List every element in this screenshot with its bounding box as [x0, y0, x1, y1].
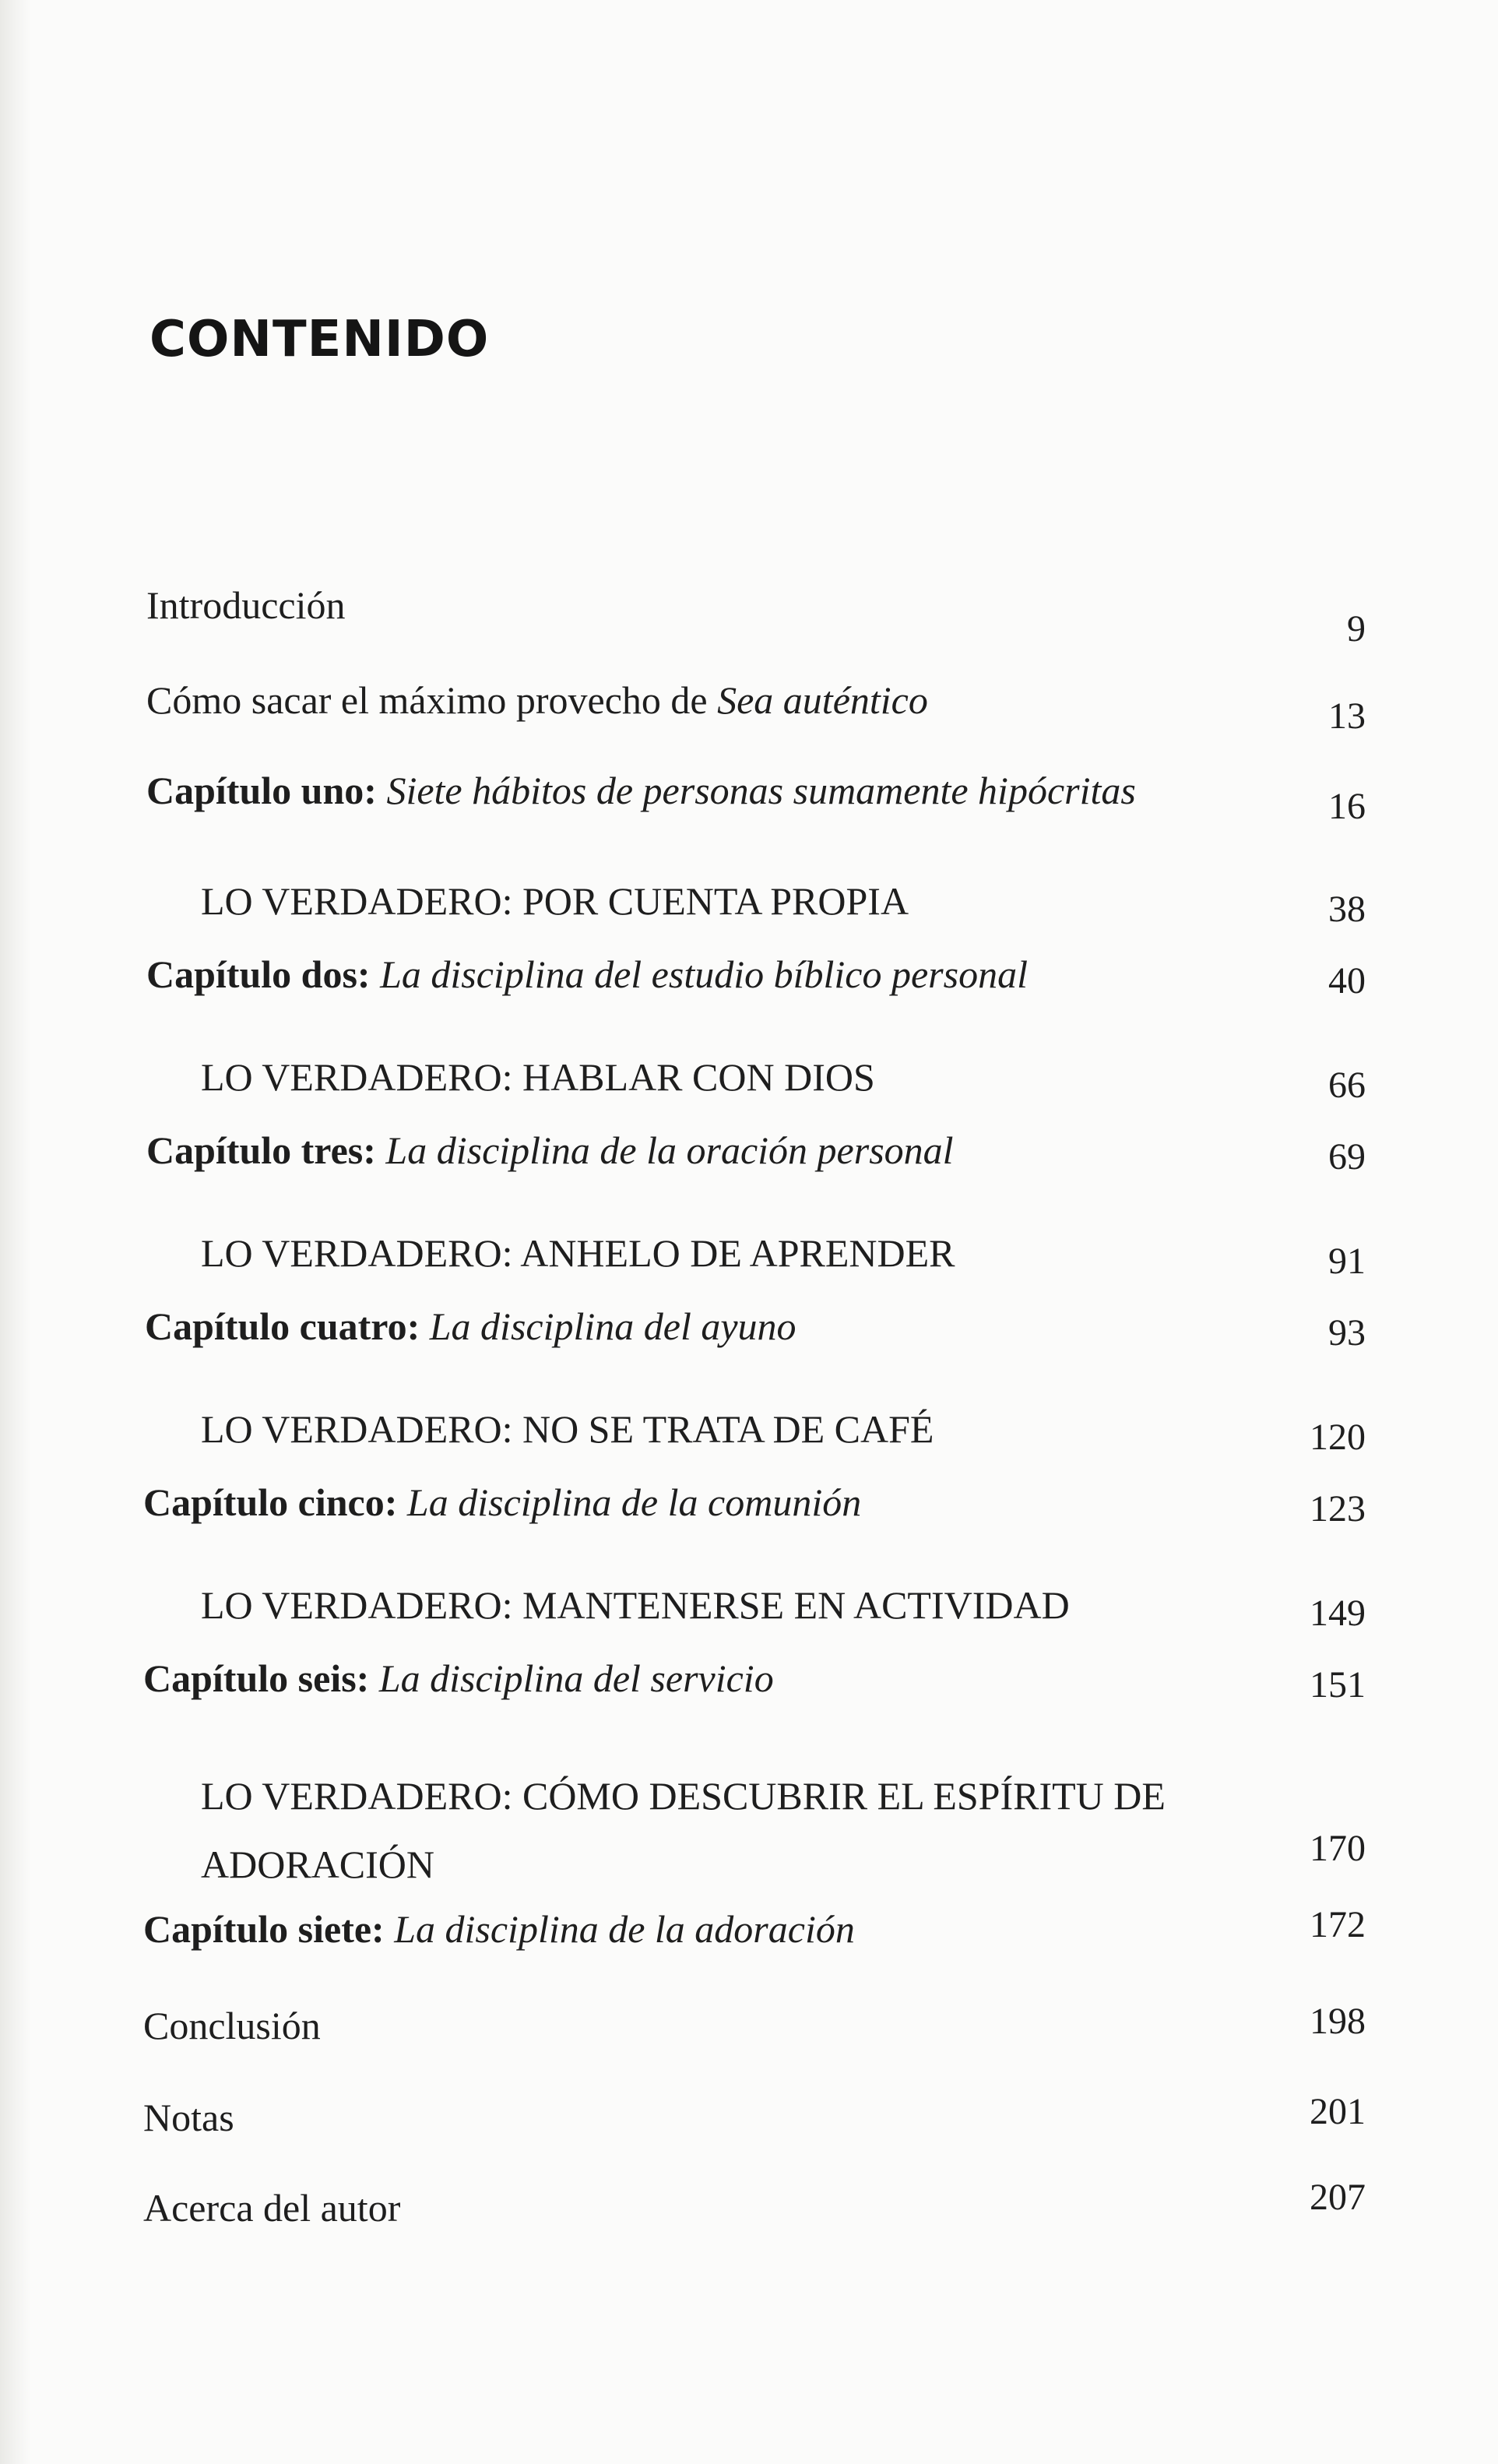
chapter-label: Capítulo uno:: [146, 769, 377, 812]
toc-entry-text: LO VERDADERO: NO SE TRATA DE CAFÉ: [201, 1407, 934, 1451]
toc-entry-how-to-use[interactable]: [0, 678, 1498, 779]
chapter-label: Capítulo cinco:: [143, 1480, 398, 1524]
toc-entry-title: [143, 1906, 855, 1952]
toc-entry-text: Notas: [143, 2096, 234, 2139]
toc-entry-introduction[interactable]: [0, 583, 1498, 684]
toc-entry-title: [145, 1304, 796, 1350]
chapter-label: Capítulo siete:: [143, 1907, 385, 1951]
toc-entry-title: [143, 1480, 861, 1526]
chapter-label: Capítulo cuatro:: [145, 1304, 420, 1348]
toc-entry-chapter-one[interactable]: [0, 768, 1498, 869]
toc-entry-page: 198: [1310, 2001, 1366, 2042]
toc-entry-page: 149: [1310, 1593, 1366, 1634]
toc-entry-page: 93: [1328, 1312, 1366, 1353]
toc-entry-title: [146, 768, 1136, 814]
chapter-label: Capítulo tres:: [146, 1128, 376, 1172]
toc-entry-about-author[interactable]: [0, 2177, 1498, 2286]
chapter-subtitle: Siete hábitos de personas sumamente hipócritas: [386, 769, 1136, 812]
toc-entry-text: Cómo sacar el máximo provecho de: [146, 678, 718, 722]
toc-entry-title: [143, 2095, 234, 2141]
chapter-subtitle: La disciplina de la adoración: [394, 1907, 855, 1951]
chapter-label: Capítulo dos:: [146, 952, 371, 996]
toc-entry-page: 172: [1310, 1904, 1366, 1945]
chapter-label: Capítulo seis:: [143, 1656, 370, 1700]
toc-entry-chapter-five[interactable]: [0, 1480, 1498, 1581]
toc-entry-text: Introducción: [146, 583, 346, 627]
toc-entry-title: [143, 2003, 321, 2049]
toc-entry-chapter-seven[interactable]: [0, 1906, 1498, 2008]
toc-entry-title: [146, 678, 928, 723]
toc-entry-page: 40: [1328, 960, 1366, 1001]
toc-entry-title: [146, 583, 345, 628]
toc-entry-title: [201, 878, 909, 924]
toc-entry-text: LO VERDADERO: HABLAR CON DIOS: [201, 1055, 875, 1099]
toc-entry-chapter-six[interactable]: [0, 1656, 1498, 1757]
toc-entry-title: [201, 1762, 1236, 1899]
toc-entry-text: LO VERDADERO: ANHELO DE APRENDER: [201, 1231, 955, 1275]
book-title-italic: Sea auténtico: [717, 678, 928, 722]
toc-entry-page: 120: [1310, 1417, 1366, 1458]
toc-entry-title: [201, 1054, 875, 1100]
toc-entry-title: [143, 1656, 774, 1702]
toc-entry-page: 151: [1310, 1664, 1366, 1705]
chapter-subtitle: La disciplina de la comunión: [406, 1480, 862, 1524]
contents-heading: CONTENIDO: [149, 311, 490, 368]
toc-entry-title: [201, 1406, 934, 1452]
chapter-subtitle: La disciplina de la oración personal: [385, 1128, 954, 1172]
toc-entry-page: 9: [1347, 608, 1366, 649]
chapter-subtitle: La disciplina del estudio bíblico personal: [380, 952, 1028, 996]
toc-entry-real-deal-6[interactable]: [0, 1762, 1498, 1894]
toc-entry-text: LO VERDADERO: MANTENERSE EN ACTIVIDAD: [201, 1583, 1070, 1627]
toc-entry-page: 13: [1328, 695, 1366, 737]
toc-entry-page: 207: [1310, 2177, 1366, 2218]
toc-entry-page: 38: [1328, 889, 1366, 930]
toc-entry-page: 123: [1310, 1488, 1366, 1529]
toc-entry-text: LO VERDADERO: CÓMO DESCUBRIR EL ESPÍRITU DE ADORACIÓN: [201, 1774, 1166, 1886]
toc-entry-page: 201: [1310, 2091, 1366, 2132]
toc-entry-page: 170: [1310, 1828, 1366, 1869]
chapter-subtitle: La disciplina del servicio: [378, 1656, 774, 1700]
toc-entry-page: 66: [1328, 1065, 1366, 1106]
toc-entry-page: 16: [1328, 786, 1366, 827]
toc-entry-page: 69: [1328, 1136, 1366, 1177]
toc-entry-title: [146, 1128, 954, 1174]
toc-entry-text: Acerca del autor: [143, 2186, 401, 2230]
toc-entry-chapter-four[interactable]: [0, 1304, 1498, 1405]
chapter-subtitle: La disciplina del ayuno: [429, 1304, 796, 1348]
toc-entry-title: [146, 952, 1028, 998]
toc-entry-title: [201, 1230, 955, 1276]
toc-entry-chapter-two[interactable]: [0, 952, 1498, 1053]
toc-entry-chapter-three[interactable]: [0, 1128, 1498, 1229]
toc-entry-conclusion[interactable]: [0, 2003, 1498, 2104]
toc-entry-text: Conclusión: [143, 2004, 321, 2047]
toc-entry-page: 91: [1328, 1241, 1366, 1282]
toc-entry-notes[interactable]: [0, 2091, 1498, 2196]
toc-entry-text: LO VERDADERO: POR CUENTA PROPIA: [201, 879, 909, 923]
toc-entry-title: [201, 1582, 1070, 1628]
toc-entry-title: [143, 2185, 400, 2231]
